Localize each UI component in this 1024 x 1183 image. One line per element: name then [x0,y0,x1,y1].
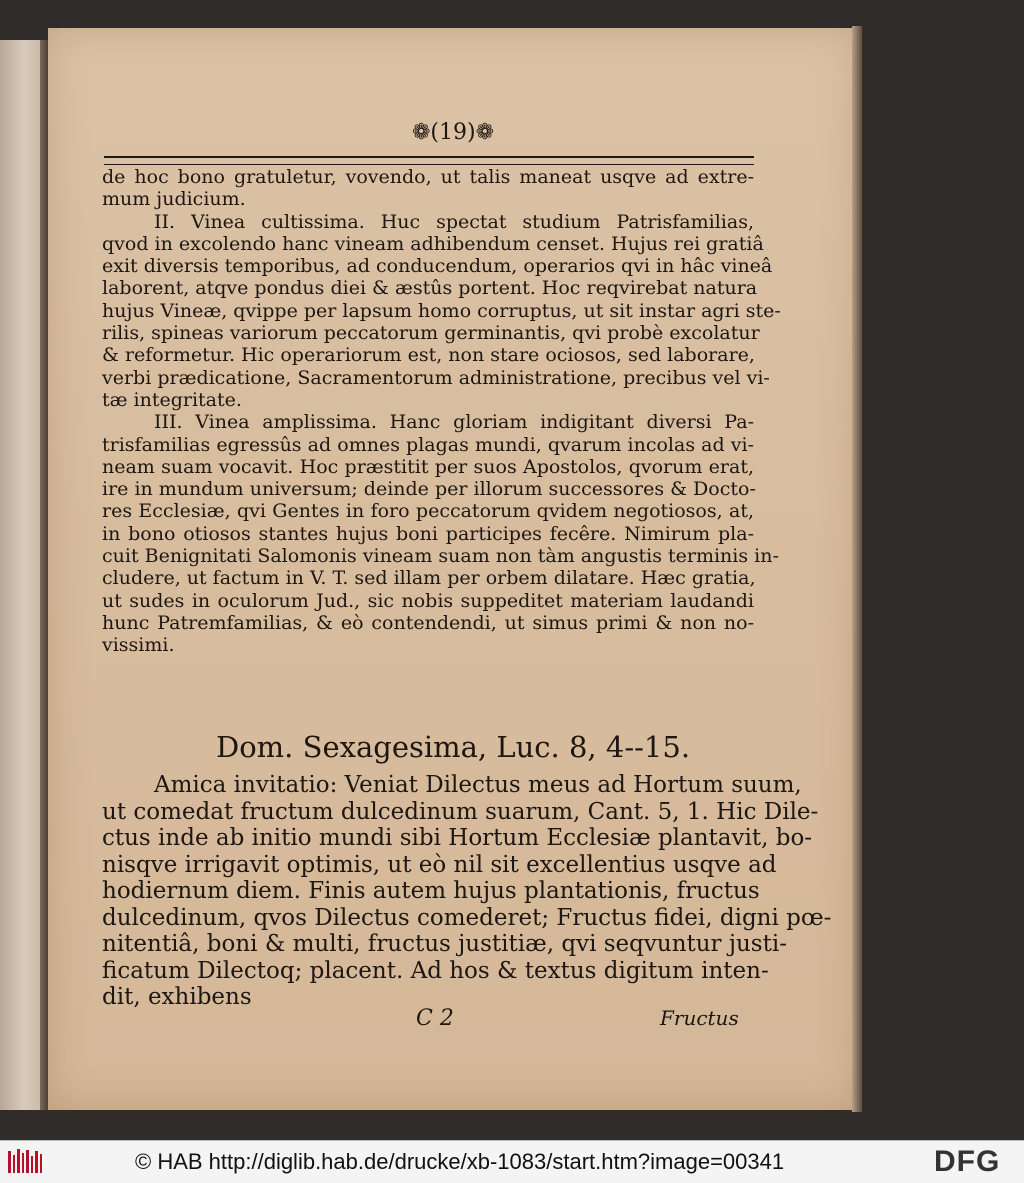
text-line: ut comedat fructum dulcedinum suarum, Cant. 5, 1. Hic Dile- [102,798,819,825]
paragraph-block-1 [102,166,781,657]
text-line: & reformetur. Hic operariorum est, non stare ociosos, sed laborare, [102,344,755,367]
text-line: vissimi. [102,634,175,657]
signature-mark: C 2 [416,1006,454,1031]
text-line: in bono otiosos stantes hujus boni participes fecêre. Nimirum pla- [102,522,754,545]
text-line: Amica invitatio: Veniat Dilectus meus ad Hortum suum, [154,772,802,798]
text-line: ficatum Dilectoq; placent. Ad hos & textus digitum inten- [102,957,769,984]
text-line: ut sudes in oculorum Jud., sic nobis suppeditet materiam laudandi [102,589,754,612]
section-title: Dom. Sexagesima, Luc. 8, 4--15. [215,730,691,764]
text-line: res Ecclesiæ, qvi Gentes in foro peccatorum qvidem negotiosos, at, [102,500,754,523]
copyright-url[interactable]: © HAB http://diglib.hab.de/drucke/xb-1083/start.htm?image=00341 [135,1149,785,1174]
page-header: ❁(19)❁ [411,120,495,145]
page-edge-shadow [852,26,862,1112]
text-line: neam suam vocavit. Hoc præstitit per suos Apostolos, qvorum erat, [102,455,754,478]
text-line: tæ integritate. [102,388,242,411]
text-line: rilis, spineas variorum peccatorum germinantis, qvi probè excolatur [102,322,760,345]
text-line: II. Vinea cultissima. Huc spectat studium Patrisfamilias, [154,210,754,233]
text-line: nitentiâ, boni & multi, fructus justitiæ, qvi seqvuntur justi- [102,931,787,957]
text-line: laborent, atqve pondus diei & æstûs portent. Hoc reqvirebat natura [102,277,758,300]
text-line: mum judicium. [102,188,246,211]
book-page [48,28,858,1110]
paragraph-block-2 [102,772,832,1011]
text-line: nisqve irrigavit optimis, ut eò nil sit excellentius usqve ad [102,851,777,878]
text-line: hujus Vineæ, qvippe per lapsum homo corruptus, ut sit instar agri ste- [102,299,781,322]
text-line: exit diversis temporibus, ad conducendum, operarios qvi in hâc vineâ [102,255,773,278]
text-line: hodiernum diem. Finis autem hujus plantationis, fructus [102,878,760,904]
gutter [40,40,48,1110]
text-line: de hoc bono gratuletur, vovendo, ut talis maneat usqve ad extre- [102,166,754,188]
library-logo-icon [6,1147,46,1177]
text-line: cludere, ut factum in V. T. sed illam per orbem dilatare. Hæc gratia, [102,567,756,590]
text-line: dit, exhibens [102,984,252,1010]
text-line: dulcedinum, qvos Dilectus comederet; Fructus fidei, digni pœ- [102,904,832,931]
text-line: qvod in excolendo hanc vineam adhibendum censet. Hujus rei gratiâ [102,232,764,255]
text-line: hunc Patremfamilias, & eò contendendi, ut simus primi & non no- [102,611,754,634]
text-line: cuit Benignitati Salomonis vineam suam non tàm angustis terminis in- [102,545,779,568]
text-line: ctus inde ab initio mundi sibi Hortum Ecclesiæ plantavit, bo- [102,825,813,851]
text-line: ire in mundum universum; deinde per illorum successores & Docto- [102,478,756,501]
dfg-logo: DFG [934,1145,1001,1178]
facing-page-edge [0,40,42,1110]
catchword: Fructus [660,1006,739,1030]
viewer-footer [0,1140,1024,1183]
text-line: verbi prædicatione, Sacramentorum administratione, precibus vel vi- [102,366,770,389]
header-rule [104,156,754,165]
text-line: trisfamilias egressûs ad omnes plagas mundi, qvarum incolas ad vi- [102,433,754,456]
text-line: III. Vinea amplissima. Hanc gloriam indigitant diversi Pa- [154,411,754,434]
